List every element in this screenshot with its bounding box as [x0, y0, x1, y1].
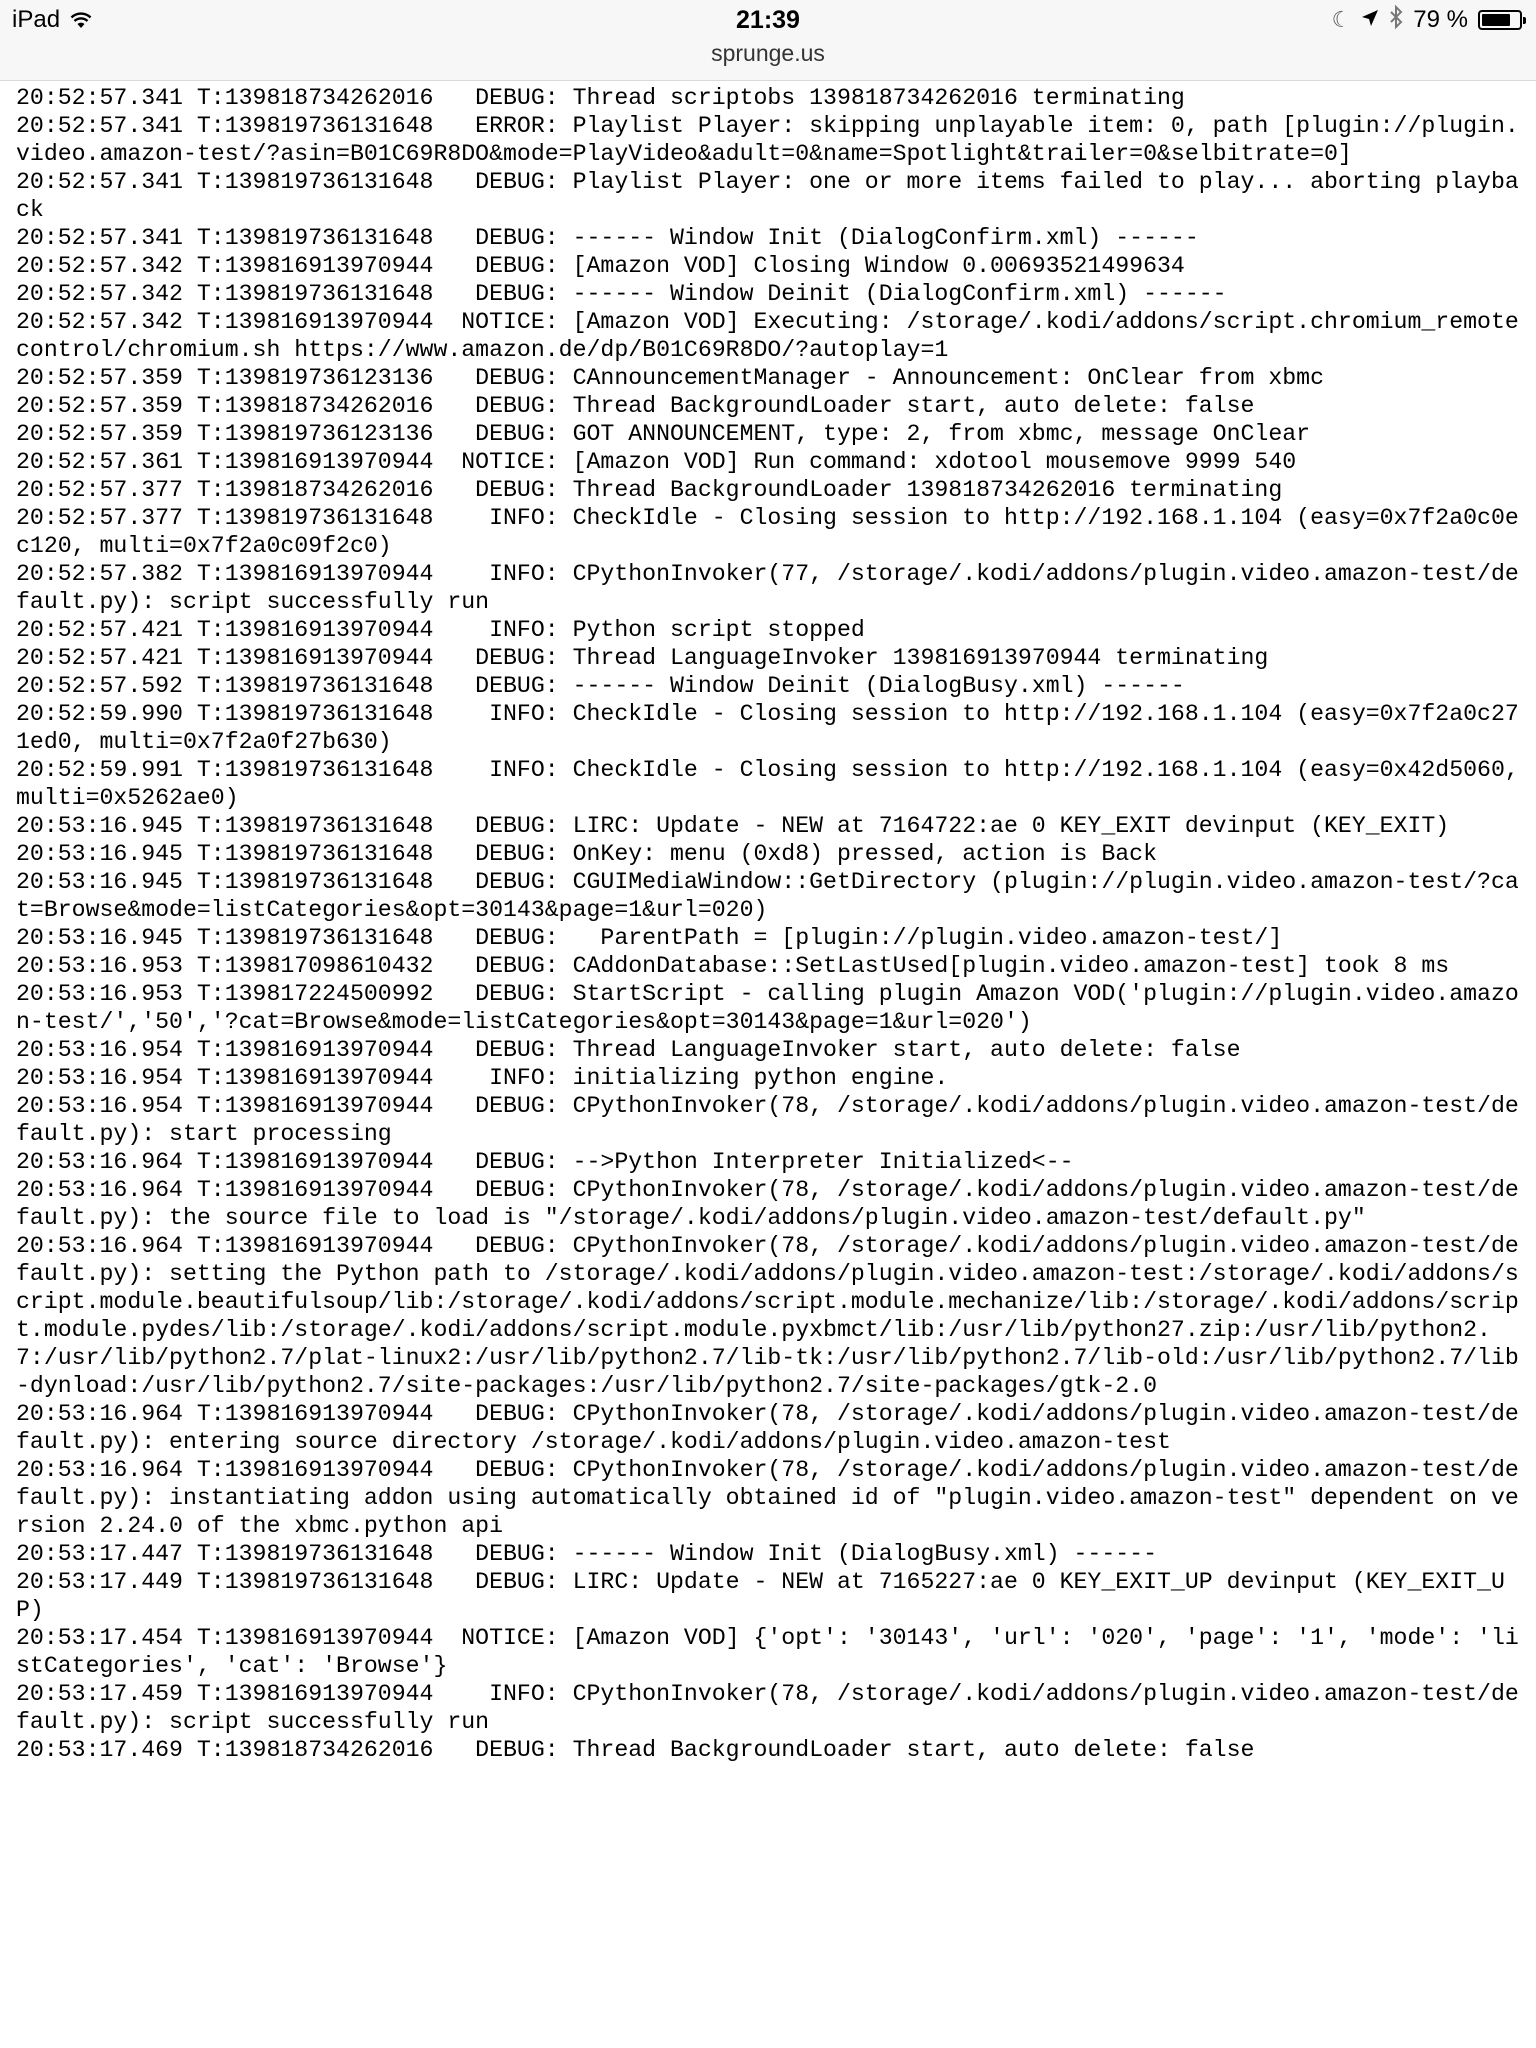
moon-icon: ☾ — [1331, 7, 1352, 32]
log-line: 20:53:17.449 T:139819736131648 DEBUG: LIRC: Update - NEW at 7165227:ae 0 KEY_EXIT_UP devinput (KEY_EXIT_UP) — [16, 1569, 1505, 1623]
log-line: 20:52:57.359 T:139819736123136 DEBUG: CAnnouncementManager - Announcement: OnClear from xbmc — [16, 365, 1324, 391]
log-line: 20:53:16.964 T:139816913970944 DEBUG: CPythonInvoker(78, /storage/.kodi/addons/plugin.video.amazon-test/default.py): the source file to load is "/storage/.kodi/addons/plugin.video.amazon-test/default.py" — [16, 1177, 1519, 1231]
log-line: 20:52:57.342 T:139816913970944 NOTICE: [Amazon VOD] Executing: /storage/.kodi/addons/script.chromium_remotecontrol/chromium.sh https://www.amazon.de/dp/B01C69R8DO/?autoplay=1 — [16, 309, 1519, 363]
status-time: 21:39 — [736, 6, 800, 34]
log-line: 20:52:57.359 T:139819736123136 DEBUG: GOT ANNOUNCEMENT, type: 2, from xbmc, message OnClear — [16, 421, 1311, 447]
log-line: 20:53:16.964 T:139816913970944 DEBUG: CPythonInvoker(78, /storage/.kodi/addons/plugin.video.amazon-test/default.py): setting the Python path to /storage/.kodi/addons/plugin.video.amazon-test:/storage/.kodi/addons/script.module.beautifulsoup/lib:/storage/.kodi/addons/script.module.mechanize/lib:/storage/.kodi/addons/script.module.pydes/lib:/storage/.kodi/addons/script.module.pyxbmct/lib:/usr/lib/python27.zip:/usr/lib/python2.7:/usr/lib/python2.7/plat-linux2:/usr/lib/python2.7/lib-tk:/usr/lib/python2.7/lib-old:/usr/lib/python2.7/lib-dynload:/usr/lib/python2.7/site-packages:/usr/lib/python2.7/site-packages/gtk-2.0 — [16, 1233, 1519, 1399]
log-line: 20:53:17.447 T:139819736131648 DEBUG: ------ Window Init (DialogBusy.xml) ------ — [16, 1541, 1158, 1567]
log-line: 20:53:16.954 T:139816913970944 DEBUG: CPythonInvoker(78, /storage/.kodi/addons/plugin.video.amazon-test/default.py): start processing — [16, 1093, 1519, 1147]
log-line: 20:53:16.945 T:139819736131648 DEBUG: OnKey: menu (0xd8) pressed, action is Back — [16, 841, 1158, 867]
log-line: 20:52:59.991 T:139819736131648 INFO: CheckIdle - Closing session to http://192.168.1.104 (easy=0x42d5060, multi=0x5262ae0) — [16, 757, 1519, 811]
log-line: 20:52:57.342 T:139816913970944 DEBUG: [Amazon VOD] Closing Window 0.00693521499634 — [16, 253, 1185, 279]
log-line: 20:53:16.964 T:139816913970944 DEBUG: CPythonInvoker(78, /storage/.kodi/addons/plugin.video.amazon-test/default.py): entering source directory /storage/.kodi/addons/plugin.video.amazon-test — [16, 1401, 1519, 1455]
log-text — [16, 84, 1526, 1764]
log-line: 20:52:57.377 T:139819736131648 INFO: CheckIdle - Closing session to http://192.168.1.104 (easy=0x7f2a0c0ec120, multi=0x7f2a0c09f2c0) — [16, 505, 1519, 559]
log-line: 20:53:17.469 T:139818734262016 DEBUG: Thread BackgroundLoader start, auto delete: false — [16, 1737, 1255, 1763]
location-arrow-icon — [1361, 7, 1379, 33]
log-line: 20:52:57.341 T:139819736131648 DEBUG: Playlist Player: one or more items failed to play... aborting playback — [16, 169, 1519, 223]
log-line: 20:52:57.592 T:139819736131648 DEBUG: ------ Window Deinit (DialogBusy.xml) ------ — [16, 673, 1185, 699]
log-line: 20:52:57.342 T:139819736131648 DEBUG: ------ Window Deinit (DialogConfirm.xml) ------ — [16, 281, 1227, 307]
battery-percent: 79 % — [1413, 6, 1468, 33]
device-name: iPad — [12, 6, 61, 33]
log-line: 20:53:16.964 T:139816913970944 DEBUG: CPythonInvoker(78, /storage/.kodi/addons/plugin.video.amazon-test/default.py): instantiating addon using automatically obtained id of "plugin.video.amazon-test" dependent on version 2.24.0 of the xbmc.python api — [16, 1457, 1519, 1539]
status-right — [1332, 6, 1522, 34]
log-line: 20:53:17.454 T:139816913970944 NOTICE: [Amazon VOD] {'opt': '30143', 'url': '020', 'page': '1', 'mode': 'listCategories', 'cat': 'Browse'} — [16, 1625, 1519, 1679]
log-line: 20:52:57.382 T:139816913970944 INFO: CPythonInvoker(77, /storage/.kodi/addons/plugin.video.amazon-test/default.py): script successfully run — [16, 561, 1519, 615]
log-line: 20:53:16.945 T:139819736131648 DEBUG: ParentPath = [plugin://plugin.video.amazon-test/] — [16, 925, 1283, 951]
log-line: 20:52:57.341 T:139819736131648 ERROR: Playlist Player: skipping unplayable item: 0, path [plugin://plugin.video.amazon-test/?asin=B01C69R8DO&mode=PlayVideo&adult=0&name=Spotlight&trailer=0&selbitrate=0] — [16, 113, 1519, 167]
bluetooth-icon — [1389, 6, 1403, 34]
log-line: 20:53:16.953 T:139817098610432 DEBUG: CAddonDatabase::SetLastUsed[plugin.video.amazon-test] took 8 ms — [16, 953, 1450, 979]
log-line: 20:53:16.953 T:139817224500992 DEBUG: StartScript - calling plugin Amazon VOD('plugin://plugin.video.amazon-test/','50','?cat=Browse&mode=listCategories&opt=30143&page=1&url=020') — [16, 981, 1519, 1035]
battery-fill — [1482, 14, 1510, 26]
log-line: 20:52:57.377 T:139818734262016 DEBUG: Thread BackgroundLoader 139818734262016 terminating — [16, 477, 1283, 503]
log-line: 20:53:16.954 T:139816913970944 INFO: initializing python engine. — [16, 1065, 949, 1091]
battery-icon — [1478, 10, 1522, 30]
log-line: 20:52:57.361 T:139816913970944 NOTICE: [Amazon VOD] Run command: xdotool mousemove 9999 540 — [16, 449, 1297, 475]
log-line: 20:52:57.421 T:139816913970944 INFO: Python script stopped — [16, 617, 865, 643]
log-line: 20:52:57.421 T:139816913970944 DEBUG: Thread LanguageInvoker 139816913970944 terminating — [16, 645, 1269, 671]
log-line: 20:53:16.945 T:139819736131648 DEBUG: CGUIMediaWindow::GetDirectory (plugin://plugin.video.amazon-test/?cat=Browse&mode=listCategories&opt=30143&page=1&url=020) — [16, 869, 1519, 923]
status-bar — [0, 0, 1536, 81]
log-line: 20:52:57.341 T:139818734262016 DEBUG: Thread scriptobs 139818734262016 terminating — [16, 85, 1185, 111]
log-line: 20:53:16.964 T:139816913970944 DEBUG: -->Python Interpreter Initialized<-- — [16, 1149, 1074, 1175]
log-line: 20:53:16.954 T:139816913970944 DEBUG: Thread LanguageInvoker start, auto delete: false — [16, 1037, 1241, 1063]
log-line: 20:53:17.459 T:139816913970944 INFO: CPythonInvoker(78, /storage/.kodi/addons/plugin.video.amazon-test/default.py): script successfully run — [16, 1681, 1519, 1735]
log-line: 20:53:16.945 T:139819736131648 DEBUG: LIRC: Update - NEW at 7164722:ae 0 KEY_EXIT devinput (KEY_EXIT) — [16, 813, 1450, 839]
log-line: 20:52:59.990 T:139819736131648 INFO: CheckIdle - Closing session to http://192.168.1.104 (easy=0x7f2a0c271ed0, multi=0x7f2a0f27b630) — [16, 701, 1519, 755]
log-line: 20:52:57.359 T:139818734262016 DEBUG: Thread BackgroundLoader start, auto delete: false — [16, 393, 1255, 419]
address-bar-url[interactable]: sprunge.us — [711, 40, 825, 66]
log-line: 20:52:57.341 T:139819736131648 DEBUG: ------ Window Init (DialogConfirm.xml) ------ — [16, 225, 1199, 251]
log-viewer[interactable] — [16, 84, 1526, 2048]
